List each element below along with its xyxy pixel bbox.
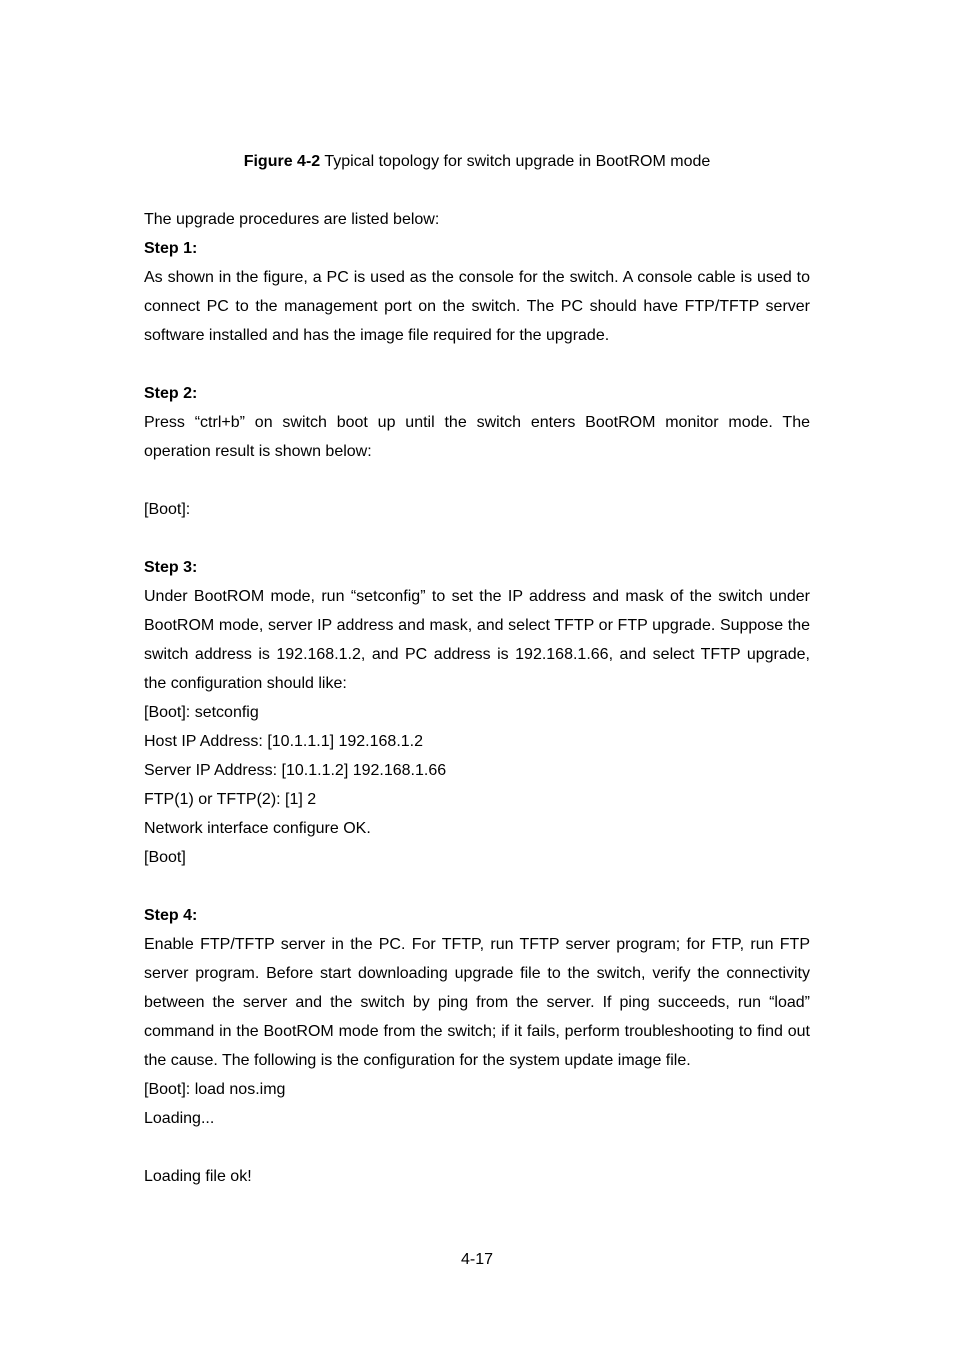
console-line: Server IP Address: [10.1.1.2] 192.168.1.66	[144, 762, 447, 779]
spacer	[144, 350, 810, 379]
step3-heading: Step 3:	[144, 559, 198, 576]
step2-console-output: [Boot]:	[144, 501, 191, 518]
spacer	[144, 466, 810, 495]
step4-paragraph: Enable FTP/TFTP server in the PC. For TFTP, run TFTP server program; for FTP, run FTP server program. Before start downloading upgrade file to the switch, verify the connectivity between the server and the switch by ping from the server. If ping succeeds, run “load” command in the BootROM mode from the switch; if it fails, perform troubleshooting to find out the cause. The following is the configuration for the system update image file.	[144, 936, 815, 1069]
figure-caption	[0, 152, 954, 172]
step1-heading: Step 1:	[144, 240, 198, 257]
page-number: 4-17	[460, 1251, 494, 1268]
console-line: Loading file ok!	[144, 1168, 252, 1185]
console-line: [Boot]: setconfig	[144, 704, 259, 721]
step2-paragraph: Press “ctrl+b” on switch boot up until the switch enters BootROM monitor mode. The operation result is shown below:	[144, 414, 815, 460]
spacer	[144, 1133, 810, 1162]
spacer	[144, 872, 810, 901]
step4-heading: Step 4:	[144, 907, 198, 924]
intro-text: The upgrade procedures are listed below:	[144, 211, 440, 228]
console-line: Host IP Address: [10.1.1.1] 192.168.1.2	[144, 733, 424, 750]
step2-heading: Step 2:	[144, 385, 198, 402]
step3-paragraph: Under BootROM mode, run “setconfig” to set the IP address and mask of the switch under BootROM mode, server IP address and mask, and select TFTP or FTP upgrade. Suppose the switch address is 192.168.1.2, and PC address is 192.168.1.66, and select TFTP upgrade, the configuration should like:	[144, 588, 815, 692]
console-line: Loading...	[144, 1110, 215, 1127]
console-line: FTP(1) or TFTP(2): [1] 2	[144, 791, 317, 808]
console-line: [Boot]: load nos.img	[144, 1081, 286, 1098]
figure-label: Figure 4-2	[243, 153, 321, 170]
spacer	[144, 524, 810, 553]
step1-paragraph: As shown in the figure, a PC is used as the console for the switch. A console cable is used to connect PC to the management port on the switch. The PC should have FTP/TFTP server software installed and has the image file required for the upgrade.	[144, 269, 815, 344]
console-line: [Boot]	[144, 849, 186, 866]
console-line: Network interface configure OK.	[144, 820, 371, 837]
document-body	[144, 205, 815, 1191]
figure-title: Typical topology for switch upgrade in BootROM mode	[320, 153, 711, 170]
